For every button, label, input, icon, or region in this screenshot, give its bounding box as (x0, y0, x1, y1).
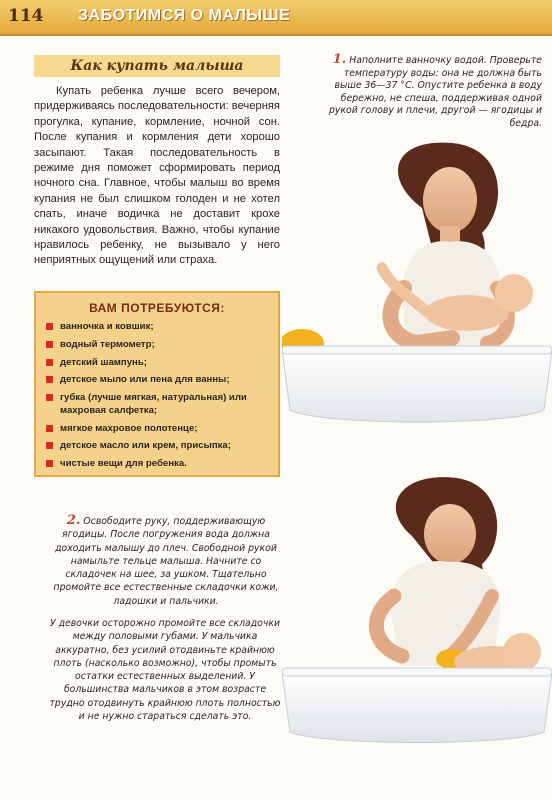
requirements-box (34, 291, 280, 477)
list-item-text: детский шампунь; (60, 356, 147, 368)
list-item-text: ванночка и ковшик; (60, 321, 154, 332)
page-number: 114 (8, 6, 44, 26)
bullet-square-icon (46, 376, 53, 383)
list-item (46, 423, 270, 436)
list-item (46, 357, 270, 370)
list-item (46, 458, 270, 471)
section-title: Как купать малыша (34, 55, 280, 77)
list-item-text: детское мыло или пена для ванны; (60, 374, 230, 386)
chapter-title: ЗАБОТИМСЯ О МАЛЫШЕ (78, 7, 291, 24)
bathing-illustration-2 (282, 476, 552, 746)
list-item-text: губка (лучше мягкая, натуральная) или махровая салфетка; (60, 392, 247, 416)
list-item (46, 440, 270, 453)
list-item (46, 321, 270, 334)
list-item (46, 339, 270, 352)
step-2-caption (50, 514, 282, 608)
step-1-text: Наполните ванночку водой. Проверьте температуру воды: она не должна быть выше 36—37 °С. Опустите ребенка в воду бережно, не спеша, поддерживая одной рукой голову и плечи, другой — ягодицы и бедра. (329, 55, 542, 129)
step-2-text: Освободите руку, поддерживающую ягодицы. После погружения вода должна доходить малышу до плеч. Свободной рукой намыльте тельце малыша. Начните со складочек на шее, за ушком. Тщательно промойте все естественные складочки кожи, ладошки и пальчики. (53, 516, 279, 607)
requirements-list (46, 321, 270, 476)
bullet-square-icon (46, 341, 53, 348)
bathing-photo-2 (282, 476, 552, 746)
list-item (46, 374, 270, 387)
bullet-square-icon (46, 425, 53, 432)
step-3-caption: У девочки осторожно промойте все складочки между половыми губами. У мальчика аккуратно, без усилий отодвиньте крайнюю плоть (насколько возможно), чтобы промыть остатки естественных выделений. У большинства мальчиков в этом возрасте трудно отодвинуть крайнюю плоть полностью и не нужно стараться сделать это. (49, 618, 281, 723)
step-2-number: 2. (66, 513, 81, 528)
list-item-text: чистые вещи для ребенка. (60, 458, 187, 470)
list-item-text: мягкое махровое полотенце; (60, 422, 198, 434)
list-item-text: водный термометр; (60, 338, 155, 350)
list-item-text: детское масло или крем, присыпка; (60, 440, 231, 452)
page-header (0, 0, 552, 36)
list-item (46, 392, 270, 417)
bullet-square-icon (46, 359, 53, 366)
intro-paragraph: Купать ребенка лучше всего вечером, придерживаясь последовательности: вечерняя прогулка, купание, кормление, ночной сон. После купания и кормления дети хорошо засыпают. Такая последовательность в режиме дня поможет сформировать период ночного сна. Главное, чтобы малыш во время купания не был слишком голоден и не хотел спать, иначе водичка не доставит крохе никакого удовольствия. Важно, чтобы купание нравилось ребенку, не вызывало у него неприятных ощущений или страха. (34, 85, 280, 267)
bullet-square-icon (46, 323, 53, 330)
bathing-illustration-1 (282, 138, 552, 428)
step-1-caption (316, 54, 542, 131)
step-1-number: 1. (332, 52, 347, 67)
requirements-title: ВАМ ПОТРЕБУЮТСЯ: (89, 301, 225, 315)
bullet-square-icon (46, 460, 53, 467)
bullet-square-icon (46, 442, 53, 449)
bullet-square-icon (46, 394, 53, 401)
bathing-photo-1 (282, 138, 552, 428)
